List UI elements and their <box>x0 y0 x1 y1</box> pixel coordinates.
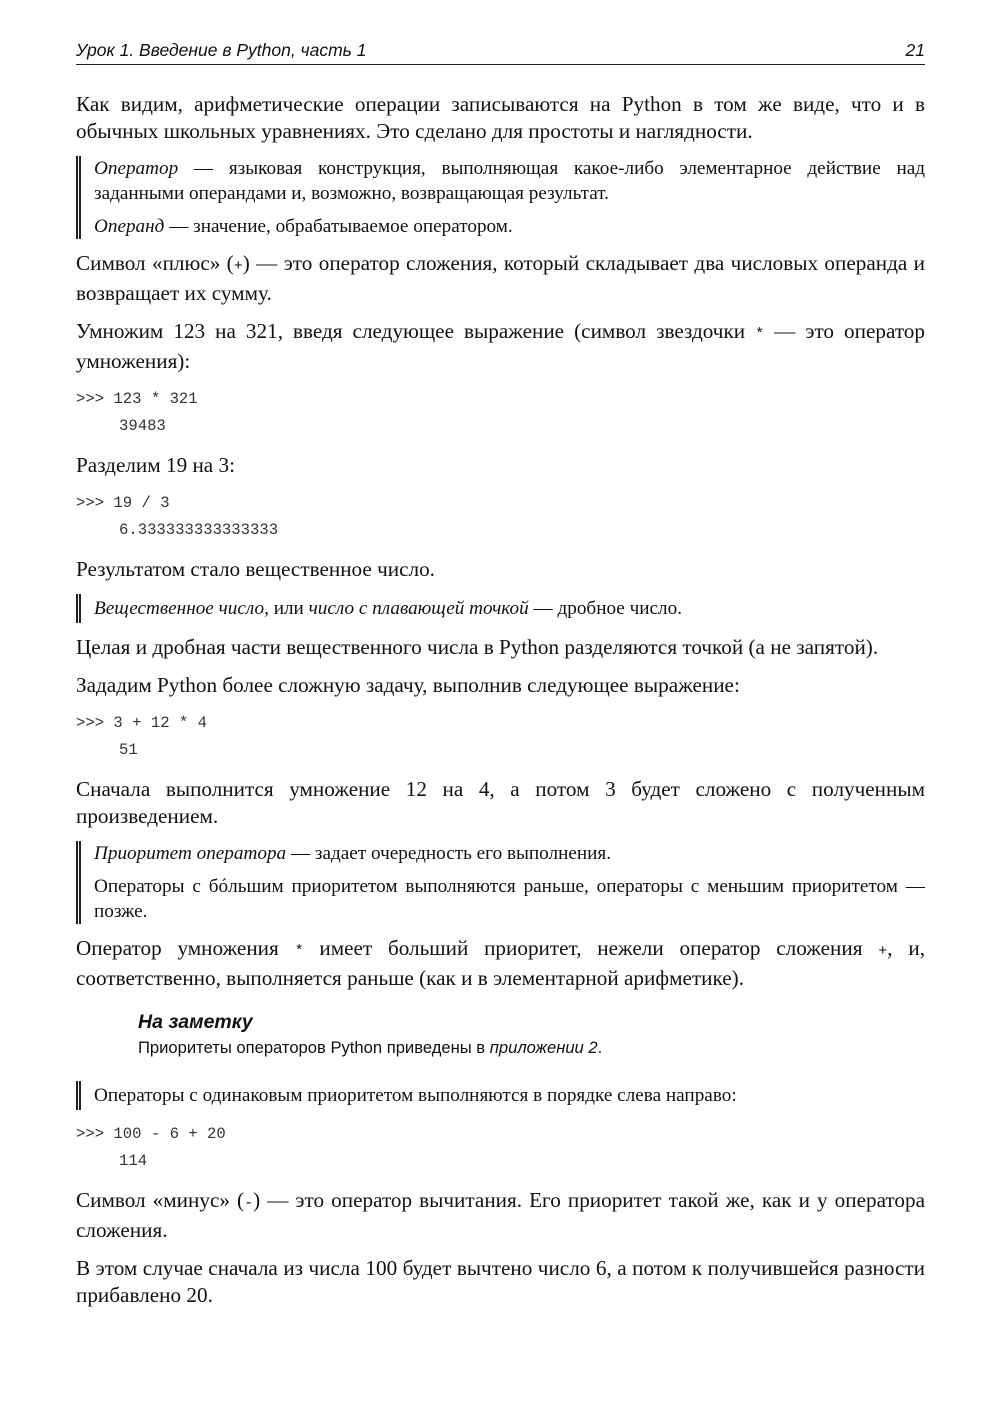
definition-text: — дробное число. <box>528 598 683 619</box>
term: Вещественное число <box>94 598 265 619</box>
code-input: >>> 19 / 3 <box>76 494 170 512</box>
definition-float <box>94 596 925 621</box>
appendix-reference: приложении 2 <box>489 1038 598 1057</box>
definition-priority <box>94 841 925 866</box>
paragraph <box>76 318 925 375</box>
paragraph: Сначала выполнится умножение 12 на 4, а потом 3 будет сложено с полученным произведением. <box>76 777 925 828</box>
chapter-title: Урок 1. Введение в Python, часть 1 <box>76 40 367 60</box>
definition-block <box>76 1081 925 1110</box>
book-page <box>76 40 925 1320</box>
code-input: >>> 100 - 6 + 20 <box>76 1125 226 1143</box>
code-block <box>76 490 925 544</box>
inline-code: * <box>294 943 304 960</box>
text: , и, соответственно, выполняется раньше (как и в элементарной арифметике). <box>76 936 925 990</box>
text: Символ «минус» ( <box>76 1188 245 1212</box>
text: Приоритеты операторов Python приведены в <box>138 1038 490 1057</box>
code-block <box>76 710 925 764</box>
note-text <box>138 1037 925 1059</box>
code-input: >>> 123 * 321 <box>76 390 198 408</box>
paragraph: Разделим 19 на 3: <box>76 453 235 477</box>
text: — это оператор умножения): <box>76 319 925 373</box>
definition-text: Операторы с одинаковым приоритетом выполняются в порядке слева направо: <box>94 1085 737 1106</box>
text: имеет больший приоритет, нежели оператор сложения <box>303 936 879 960</box>
text: Оператор умножения <box>76 936 295 960</box>
paragraph <box>76 935 925 992</box>
code-block <box>76 386 925 440</box>
paragraph: Результатом стало вещественное число. <box>76 557 435 581</box>
page-number: 21 <box>905 40 925 60</box>
text: ) — это оператор сложения, который складывает два числовых операнда и возвращает их сумму. <box>76 251 925 305</box>
inline-code: * <box>755 326 765 343</box>
definition-text: Операторы с бóльшим приоритетом выполняются раньше, операторы с меньшим приоритетом — позже. <box>94 876 925 922</box>
definition-block <box>76 594 925 623</box>
paragraph: Зададим Python более сложную задачу, выполнив следующее выражение: <box>76 673 740 697</box>
inline-code: + <box>233 258 243 275</box>
code-output: 114 <box>119 1152 148 1170</box>
code-output: 51 <box>119 741 138 759</box>
term: Оператор <box>94 158 179 179</box>
definition-block <box>76 156 925 239</box>
definition-operator <box>94 156 925 206</box>
running-header <box>76 40 925 65</box>
text: ) — это оператор вычитания. Его приоритет такой же, как и у оператора сложения. <box>76 1188 925 1242</box>
note-title: На заметку <box>138 1011 253 1033</box>
code-block <box>76 1121 925 1175</box>
definition-text: — языковая конструкция, выполняющая какое-либо элементарное действие над заданными операндами и, возможно, возвращающая результат. <box>94 158 925 204</box>
page-body <box>76 91 925 1309</box>
inline-code: - <box>244 1195 254 1212</box>
term: Операнд <box>94 216 165 237</box>
paragraph <box>76 250 925 307</box>
code-output: 6.333333333333333 <box>119 521 279 539</box>
definition-text: — задает очередность его выполнения. <box>286 843 612 864</box>
inline-code: + <box>878 943 888 960</box>
text: . <box>597 1038 603 1057</box>
code-output: 39483 <box>119 417 166 435</box>
paragraph <box>76 1187 925 1244</box>
paragraph: Как видим, арифметические операции записываются на Python в том же виде, что и в обычных школьных уравнениях. Это сделано для простоты и наглядности. <box>76 92 925 143</box>
code-input: >>> 3 + 12 * 4 <box>76 714 208 732</box>
text: , или <box>264 598 309 619</box>
term: число с плавающей точкой <box>308 598 529 619</box>
definition-text: — значение, обрабатываемое оператором. <box>164 216 513 237</box>
definition-operand <box>94 214 925 239</box>
term: Приоритет оператора <box>94 843 287 864</box>
paragraph: В этом случае сначала из числа 100 будет вычтено число 6, а потом к получившейся разности прибавлено 20. <box>76 1256 925 1307</box>
text: Символ «плюс» ( <box>76 251 234 275</box>
definition-block <box>76 841 925 924</box>
note-box <box>138 1010 925 1059</box>
text: Умножим 123 на 321, введя следующее выражение (символ звездочки <box>76 319 756 343</box>
paragraph: Целая и дробная части вещественного числа в Python разделяются точкой (а не запятой). <box>76 635 879 659</box>
